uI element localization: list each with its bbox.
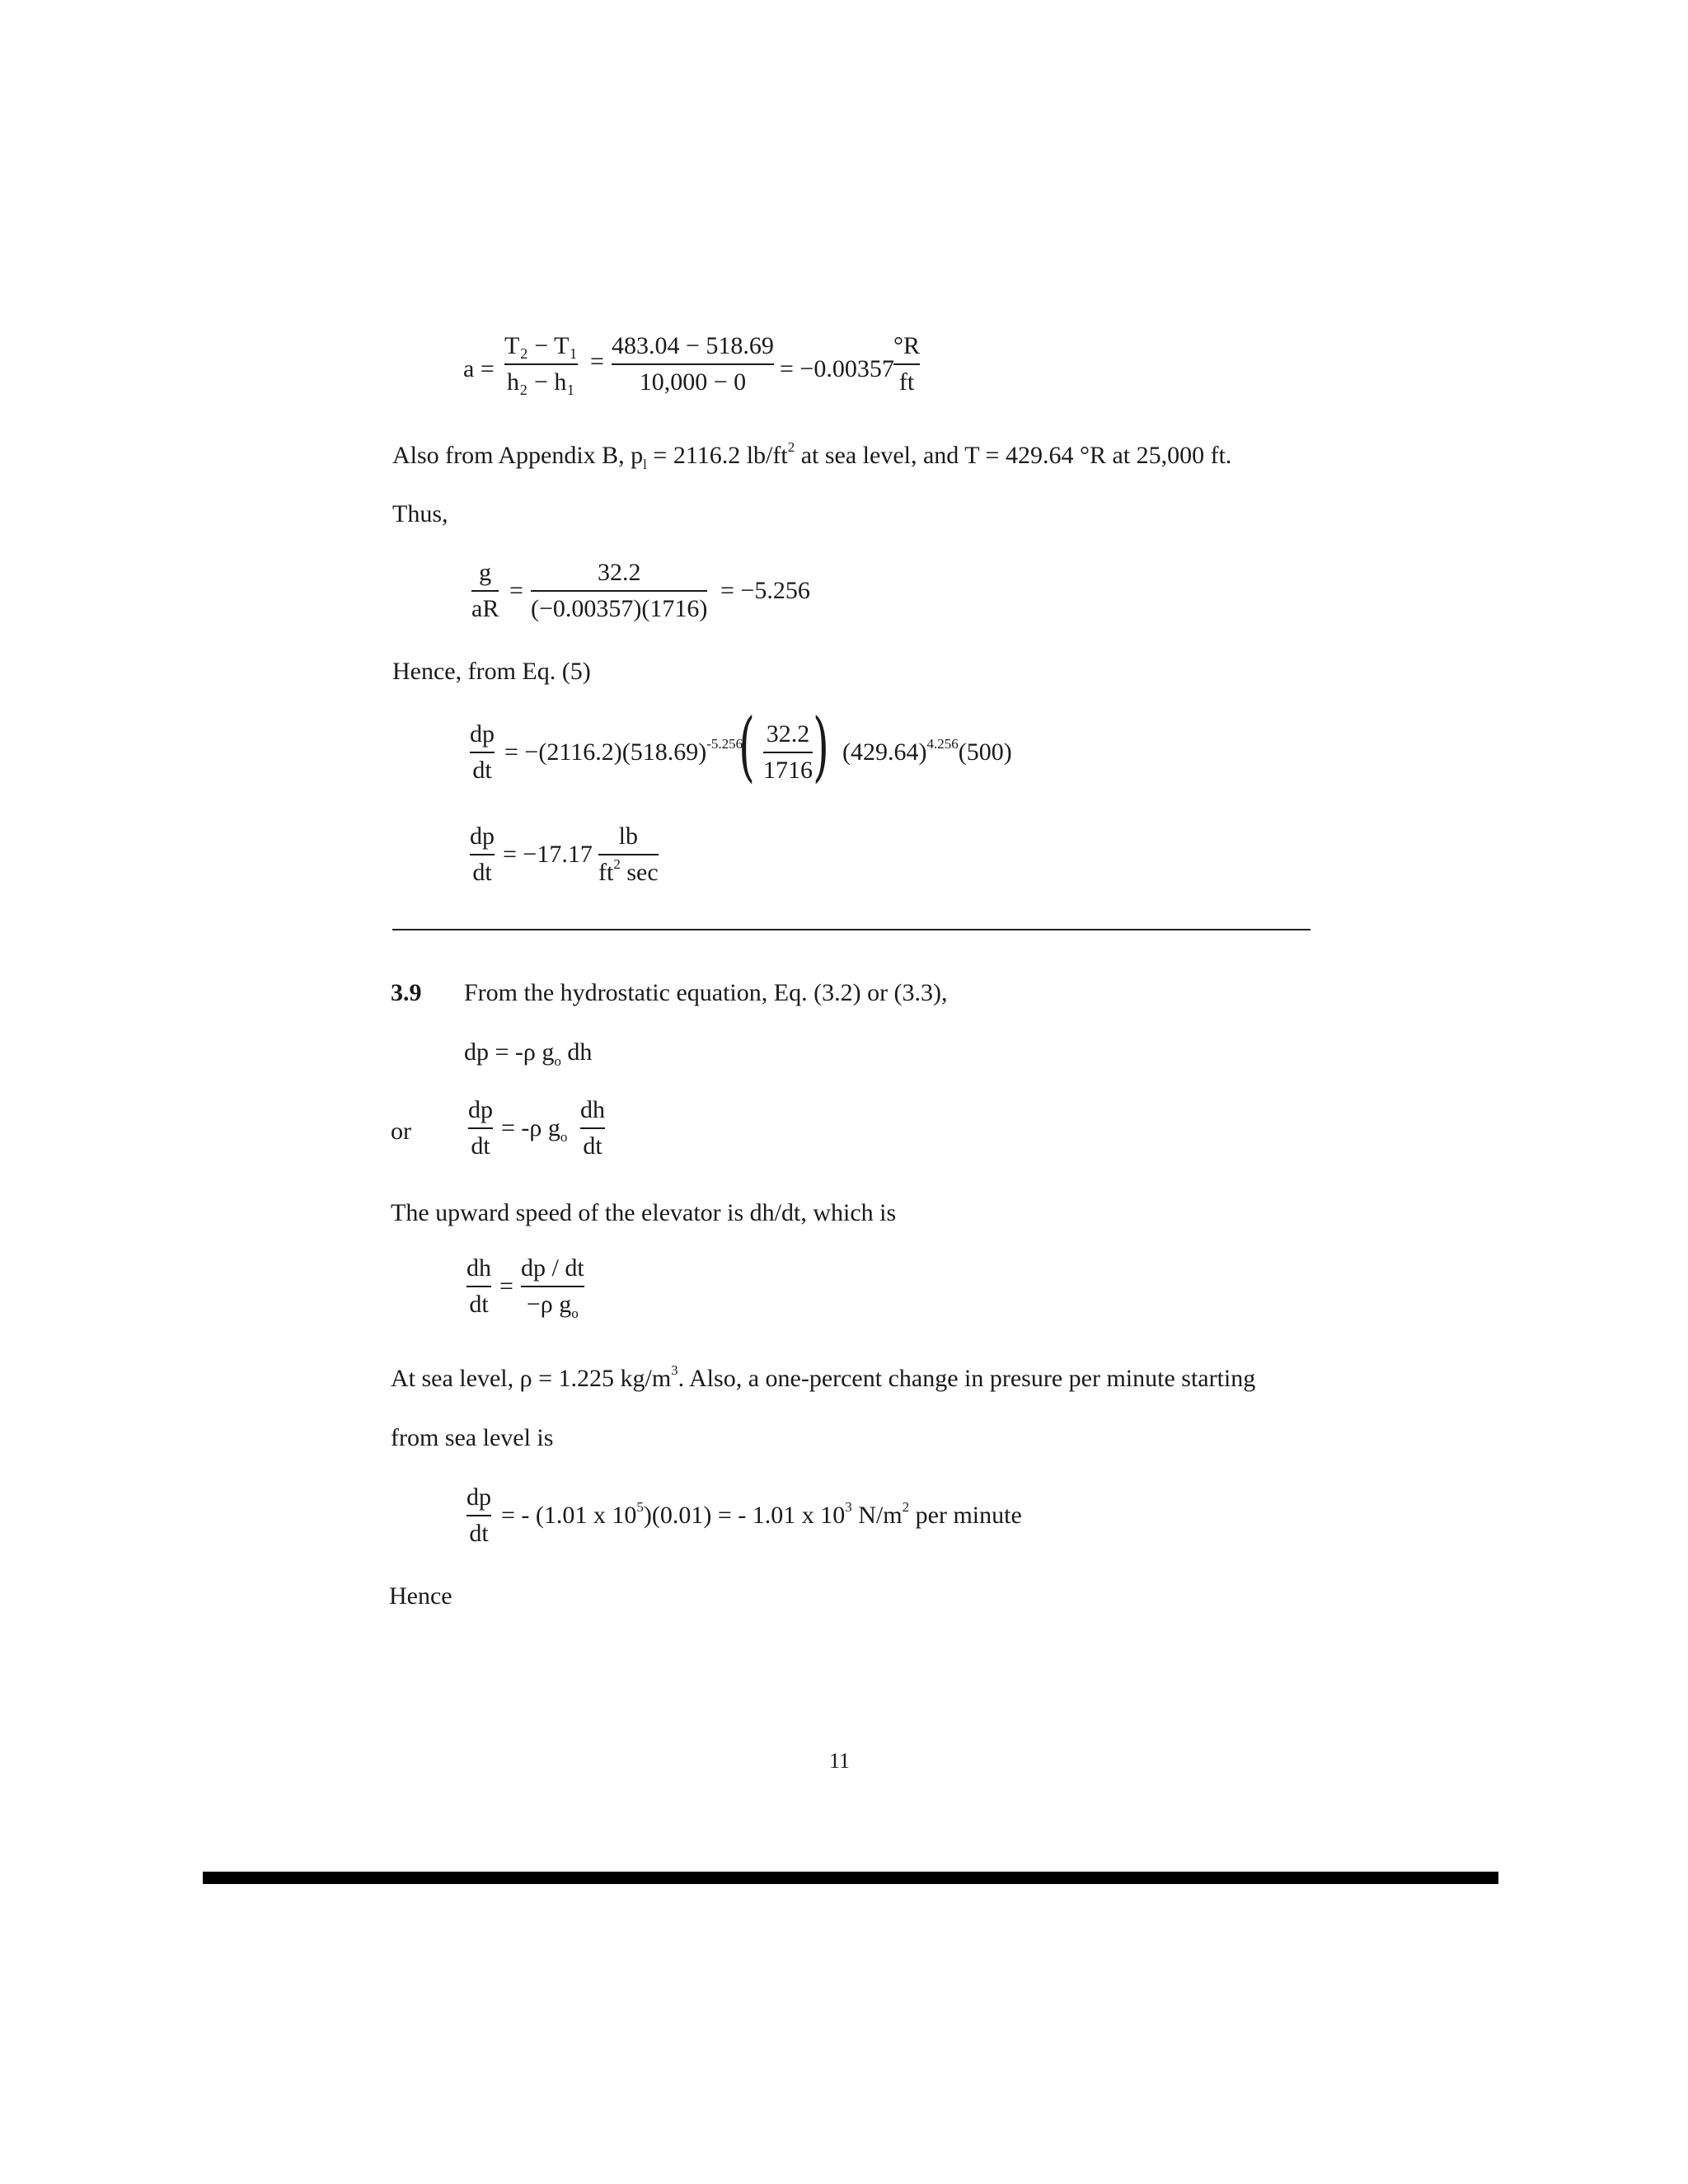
fraction-bar (580, 1127, 605, 1129)
footer-bar (203, 1872, 1498, 1884)
paragraph-thus: Thus, (392, 500, 448, 527)
or-label: or (391, 1118, 411, 1145)
eq-g-result: = −5.256 (720, 577, 810, 604)
eq-dpdt1-lhs: dp dt (470, 720, 495, 784)
eq-a-equals: = (590, 348, 604, 375)
eq-a-unit-num: °R (893, 332, 921, 359)
fraction-bar (763, 752, 813, 753)
fraction-bar (598, 854, 659, 855)
eq-dpdt2-lhs: dp dt (470, 823, 495, 886)
eq-dpdt2-unit: lb $ft^2$ sec (598, 823, 659, 886)
fraction-bar (470, 752, 495, 753)
paragraph-from-sea-level: from sea level is (391, 1424, 554, 1451)
fraction-bar (531, 590, 707, 592)
eq-dpdt1-tail: $(429.64)^{4.256}(500)$ (842, 736, 1012, 766)
eq-dhdt-rhs: dp / dt −ρ $g_o$ (521, 1254, 584, 1321)
paragraph-sea-level: At sea level, ρ = 1.225 $kg/m^3$. Also, a one-percent change in presure per minute starting (391, 1362, 1256, 1392)
page-number: 11 (829, 1749, 851, 1773)
eq-dpdt1-body: = $-(2116.2)(518.69)^{-5.256}$ (504, 736, 743, 766)
paragraph-appendix: Also from Appendix B, $p_l = 2116.2$ $lb/ft^2$ at sea level, and T = 429.64 °R at 25,000 ft. (392, 439, 1232, 472)
eq-a-frac2-den: 10,000 − 0 (639, 368, 747, 396)
eq-a-lhs: a = (463, 355, 495, 382)
problem-intro: From the hydrostatic equation, Eq. (3.2) or (3.3), (464, 979, 948, 1006)
section-divider (392, 929, 1311, 930)
left-paren: ( (738, 702, 755, 790)
eq-rate-body: = - (1.01 x $10^5)(0.01)$ = - 1.01 x $10^3$ $N/m^2$ per minute (501, 1499, 1022, 1529)
eq-g-equals: = (509, 577, 523, 604)
fraction-bar (612, 363, 774, 365)
eq-rate-lhs: dp dt (467, 1483, 491, 1547)
eq-dpdt2-body: = −17.17 (503, 841, 593, 868)
paragraph-upward-speed: The upward speed of the elevator is dh/dt, which is (391, 1199, 897, 1226)
fraction-bar (467, 1515, 491, 1516)
eq-a-frac1-num: T₂ − T₁ (504, 332, 578, 359)
fraction-bar (467, 1286, 491, 1287)
right-paren: ) (813, 702, 829, 790)
eq-hydro2-mid: = -ρ $g_o$ (501, 1114, 568, 1145)
eq-hydro2-lhs: dp dt (468, 1096, 493, 1160)
eq-hydro2-rhs: dh dt (580, 1096, 605, 1160)
fraction-bar (504, 363, 578, 365)
eq-dpdt1-paren-frac: 32.2 1716 (763, 720, 813, 784)
eq-g-lhs: g aR (471, 559, 499, 622)
equation-hydrostatic: dp = -ρ $g_o$ dh (464, 1038, 593, 1069)
eq-a-result: = −0.00357 (780, 355, 894, 382)
fraction-bar (468, 1127, 493, 1129)
paragraph-hence-eq5: Hence, from Eq. (5) (392, 658, 591, 685)
eq-a-unit (893, 334, 920, 395)
paragraph-hence: Hence (389, 1582, 452, 1610)
fraction-bar (471, 590, 499, 592)
eq-a-fraction-temps (504, 334, 578, 395)
fraction-bar (470, 854, 495, 855)
eq-a-frac1-den: h₂ − h₁ (507, 368, 575, 396)
eq-a-fraction-values (612, 334, 774, 395)
eq-a-unit-den: ft (898, 368, 915, 396)
fraction-bar (521, 1286, 584, 1287)
fraction-bar (893, 363, 920, 365)
eq-dhdt-lhs: dh dt (467, 1254, 491, 1318)
problem-number: 3.9 (391, 979, 422, 1006)
eq-g-rhs: 32.2 (−0.00357)(1716) (531, 559, 708, 622)
eq-a-frac2-num: 483.04 − 518.69 (612, 332, 774, 359)
eq-dhdt-equals: = (499, 1272, 513, 1300)
